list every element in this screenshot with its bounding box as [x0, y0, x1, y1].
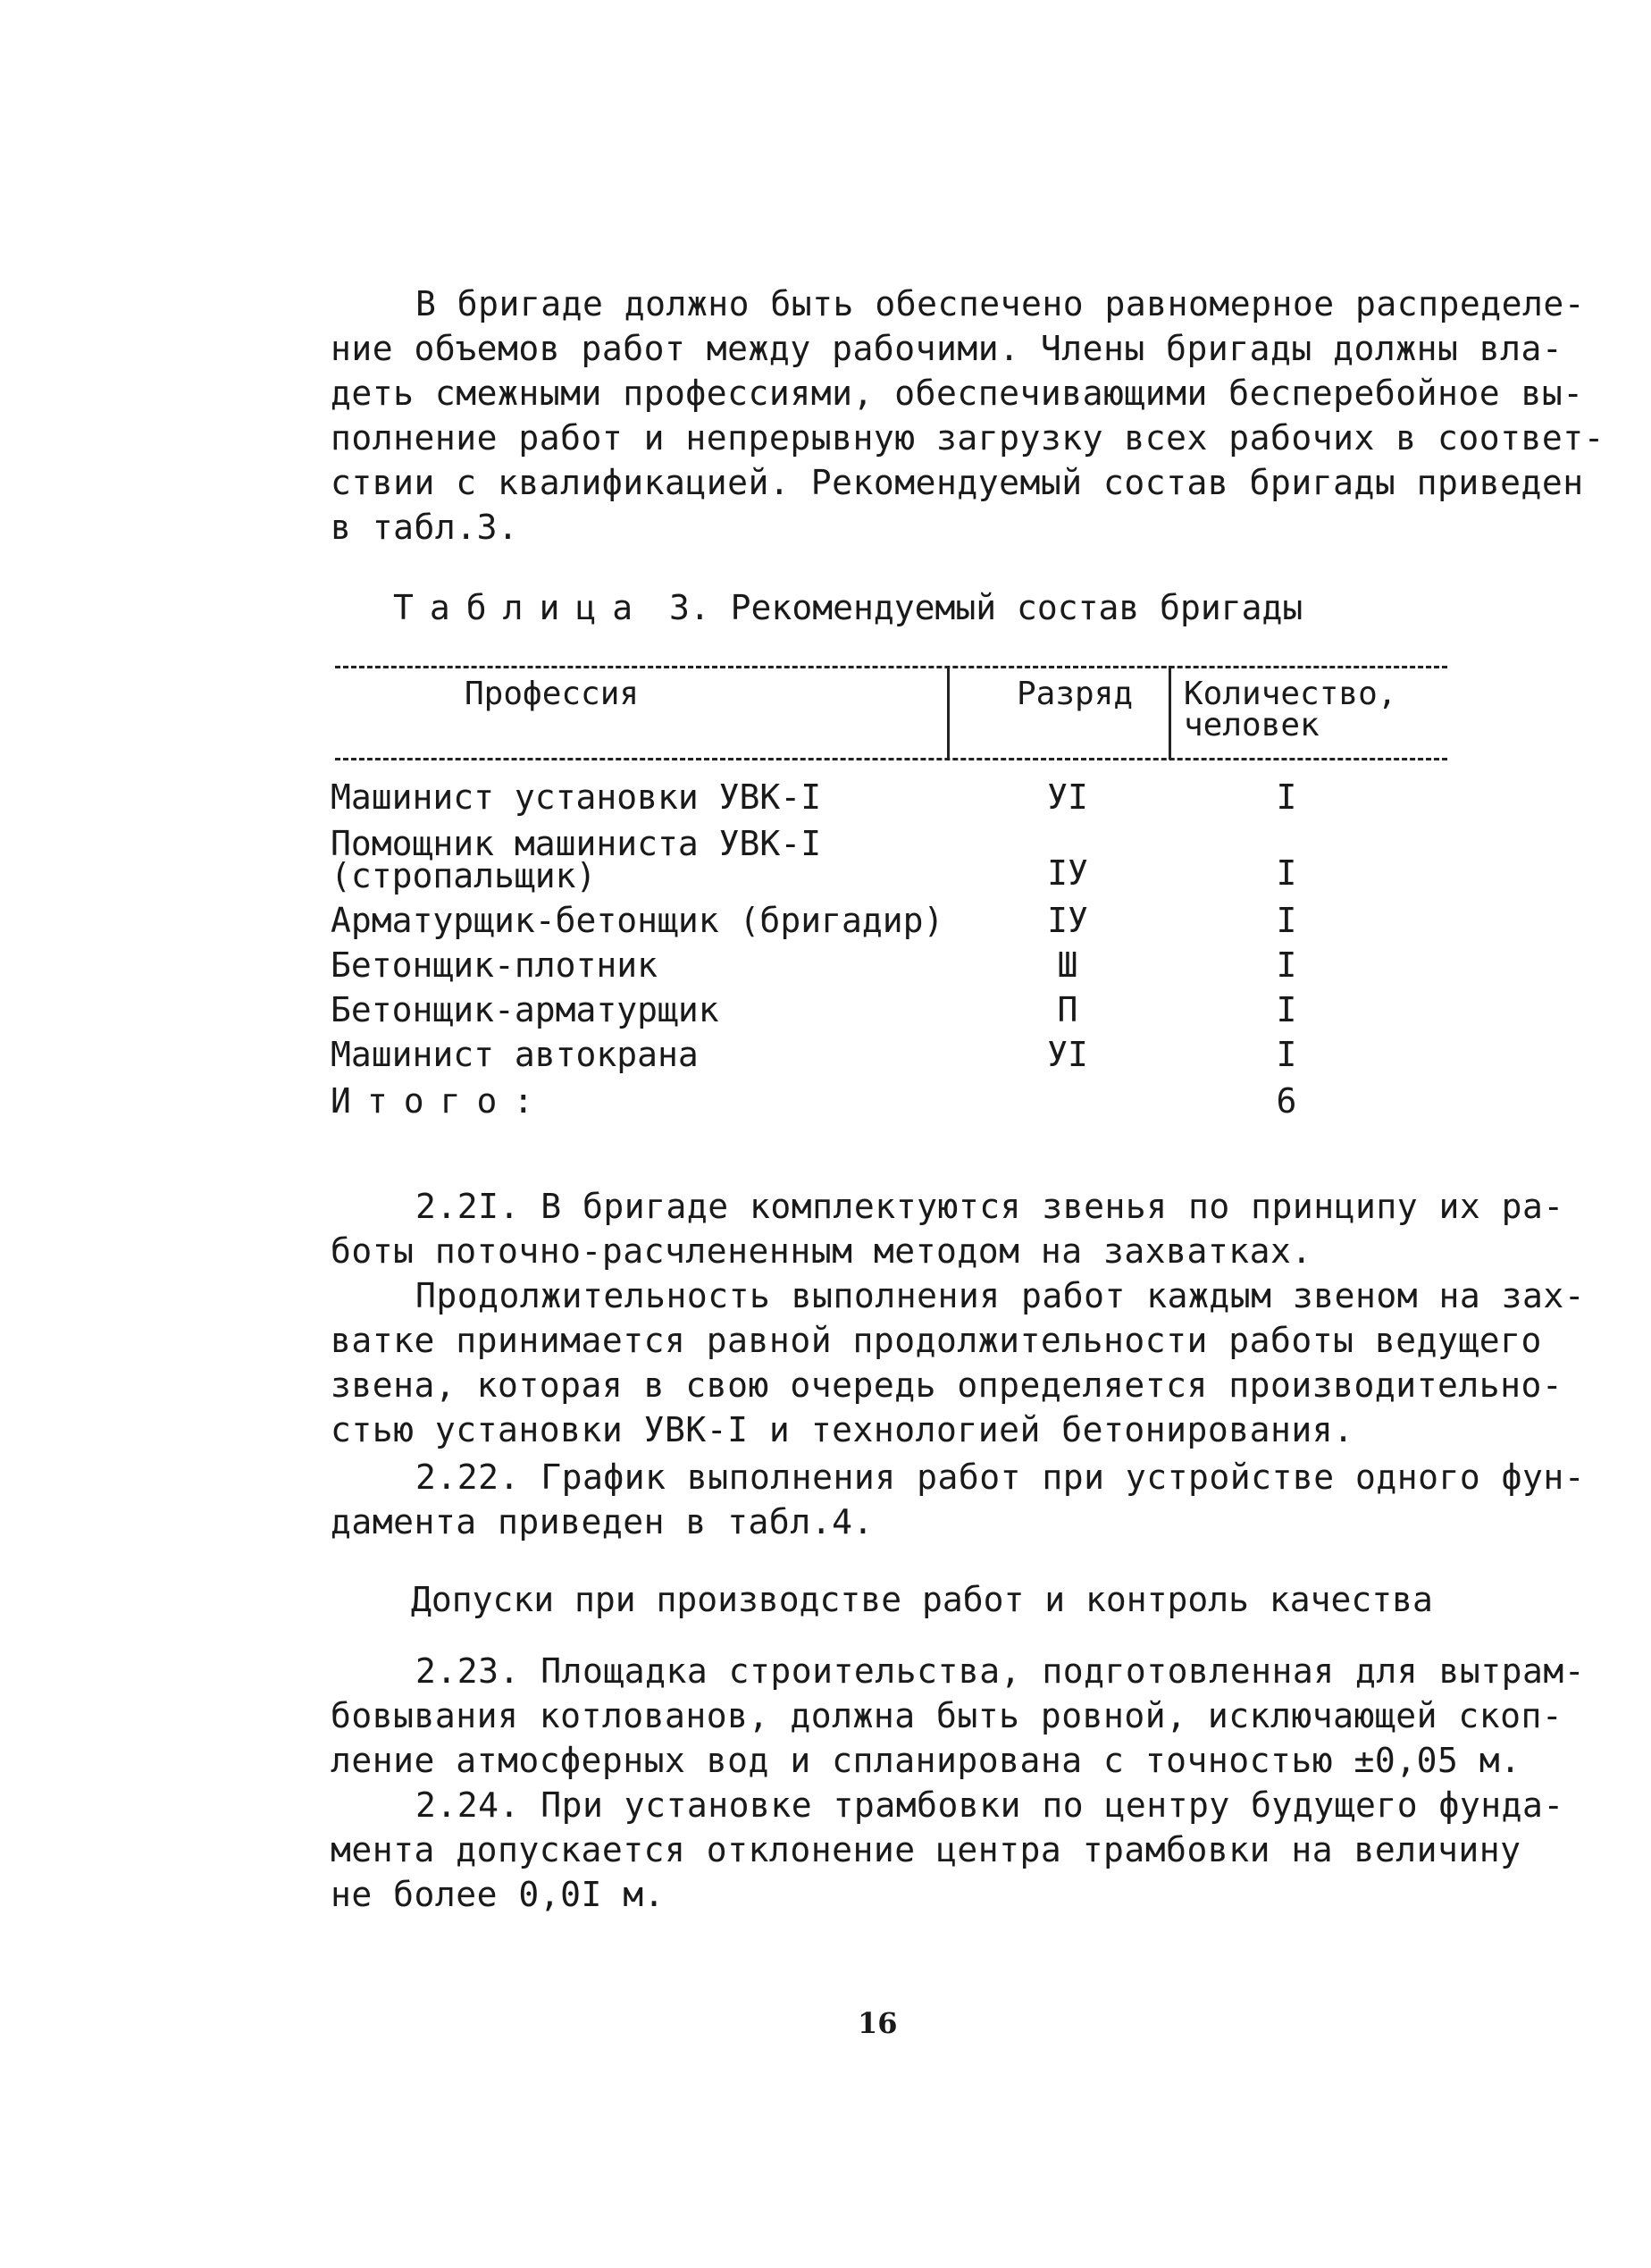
- table-row-count: I: [1276, 945, 1297, 985]
- intro-line: полнение работ и непрерывную загрузку всех рабочих в соответ-: [331, 418, 1605, 458]
- section-line: не более 0,0I м.: [331, 1875, 666, 1914]
- section-2-23: [331, 1649, 1586, 1783]
- intro-paragraph: [331, 281, 1605, 550]
- section-line: бовывания котлованов, должна быть ровной, исключающей скоп-: [331, 1696, 1563, 1735]
- page-number: 16: [858, 2006, 898, 2040]
- table-column-divider: [947, 666, 950, 760]
- table-row-count: I: [1276, 901, 1297, 940]
- table-row-grade: П: [1057, 990, 1078, 1029]
- table-row-grade: IУ: [1047, 901, 1088, 940]
- table-row-name: Помощник машиниста УВК-I: [331, 824, 822, 863]
- section-line: ление атмосферных вод и спланирована с точностью ±0,05 м.: [331, 1741, 1521, 1780]
- table-header-grade: Разряд: [1017, 676, 1134, 712]
- duration-paragraph: [331, 1273, 1586, 1452]
- table-row-grade: IУ: [1047, 853, 1088, 893]
- section-line: Продолжительность выполнения работ каждым звеном на зах-: [415, 1276, 1586, 1315]
- table-total-label: Итого:: [331, 1081, 550, 1121]
- table-row-name: Бетонщик-плотник: [331, 945, 658, 985]
- section-line: дамента приведен в табл.4.: [331, 1502, 874, 1541]
- table-row-count: I: [1276, 853, 1297, 893]
- table-row-name: Арматурщик-бетонщик (бригадир): [331, 901, 944, 940]
- table-header-count-line1: Количество,: [1184, 676, 1397, 712]
- intro-line: ствии с квалификацией. Рекомендуемый состав бригады приведен: [331, 463, 1584, 502]
- table-header-count-line2: человек: [1184, 707, 1320, 743]
- table-row-name-cont: (стропальщик): [331, 856, 597, 895]
- table-row-grade: УI: [1047, 1035, 1088, 1074]
- quality-heading: Допуски при производстве работ и контроль качества: [411, 1580, 1433, 1619]
- section-line: стью установки УВК-I и технологией бетонирования.: [331, 1410, 1354, 1449]
- intro-line: деть смежными профессиями, обеспечивающими бесперебойное вы-: [331, 374, 1584, 413]
- table-row-grade: Ш: [1057, 945, 1078, 985]
- section-line: боты поточно-расчлененным методом на захватках.: [331, 1231, 1312, 1271]
- section-line: 2.23. Площадка строительства, подготовленная для вытрам-: [415, 1651, 1586, 1691]
- table-column-divider: [1169, 666, 1171, 760]
- table-row-name: Бетонщик-арматурщик: [331, 990, 719, 1029]
- table-row-count: I: [1276, 777, 1297, 817]
- table-caption-text: 3. Рекомендуемый состав бригады: [669, 588, 1303, 627]
- table-row-count: I: [1276, 990, 1297, 1029]
- table-row-count: I: [1276, 1035, 1297, 1074]
- table-caption: [393, 585, 1303, 630]
- table-header-profession: Профессия: [465, 676, 640, 712]
- section-2-22: [331, 1455, 1586, 1544]
- table-total-value: 6: [1276, 1081, 1297, 1121]
- table-caption-label: Таблица: [393, 588, 650, 627]
- intro-line: В бригаде должно быть обеспечено равномерное распределе-: [415, 284, 1586, 323]
- table-row-name: Машинист установки УВК-I: [331, 777, 822, 817]
- section-line: 2.2I. В бригаде комплектуются звенья по принципу их ра-: [415, 1187, 1564, 1226]
- table-row-name: Машинист автокрана: [331, 1035, 699, 1074]
- intro-line: в табл.3.: [331, 508, 519, 547]
- section-line: 2.22. График выполнения работ при устройстве одного фун-: [415, 1457, 1586, 1497]
- table-top-rule: [335, 666, 1447, 668]
- section-2-21: [331, 1184, 1564, 1273]
- intro-line: ние объемов работ между рабочими. Члены бригады должны вла-: [331, 329, 1563, 368]
- section-line: звена, которая в свою очередь определяется производительно-: [331, 1365, 1563, 1405]
- section-2-24: [331, 1783, 1564, 1917]
- section-line: мента допускается отклонение центра трамбовки на величину: [331, 1830, 1521, 1869]
- table-row-grade: УI: [1047, 777, 1088, 817]
- section-line: 2.24. При установке трамбовки по центру будущего фунда-: [415, 1785, 1564, 1825]
- table-header-rule: [335, 758, 1447, 760]
- section-line: ватке принимается равной продолжительности работы ведущего: [331, 1321, 1542, 1360]
